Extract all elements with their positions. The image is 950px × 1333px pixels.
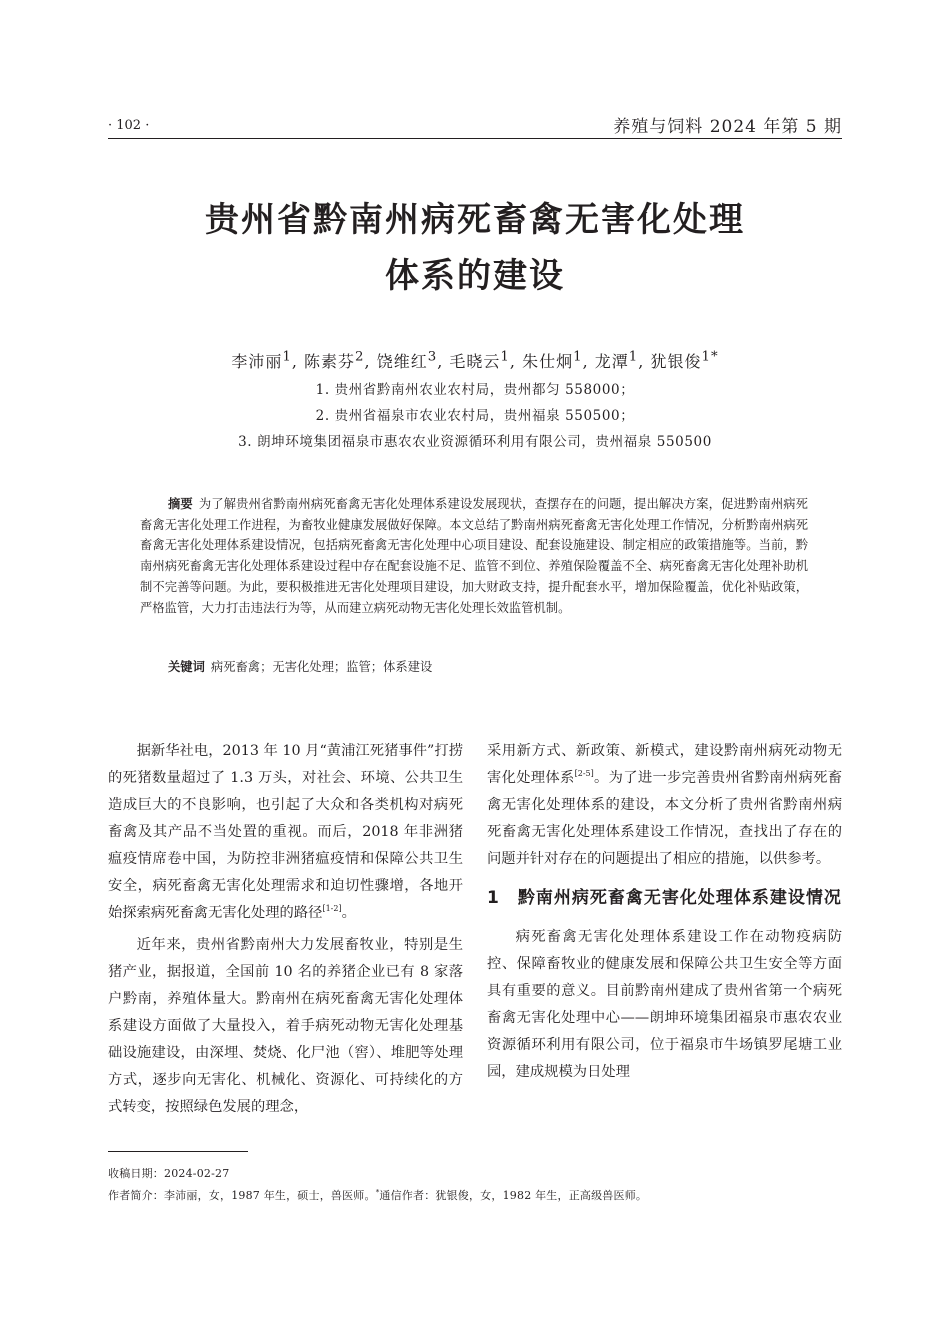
article-title-line-2: 体系的建设 bbox=[385, 256, 565, 296]
body-paragraph: 病死畜禽无害化处理体系建设工作在动物疫病防控、保障畜牧业的健康发展和保障公共卫生安全等方面具有重要的意义。目前黔南州建成了贵州省第一个病死畜禽无害化处理中心——朗坤环境集团福泉市惠农农业资源循环利用有限公司，位于福泉市牛场镇罗尾塘工业园，建成规模为日处理 bbox=[487, 929, 842, 1080]
author-separator: , bbox=[582, 352, 589, 371]
section-heading-1 bbox=[487, 883, 842, 914]
author-affil-mark: 1 bbox=[282, 349, 292, 365]
author-separator: , bbox=[291, 352, 298, 371]
author: 朱仕炯 bbox=[522, 352, 574, 371]
author-affil-mark: 1* bbox=[701, 349, 719, 365]
body-column-left bbox=[108, 738, 463, 1126]
journal-issue: 养殖与饲料 2024 年第 5 期 bbox=[613, 117, 842, 137]
corresponding-author-text: 通信作者：犹银俊，女，1982 年生，正高级兽医师。 bbox=[379, 1189, 648, 1202]
author-affil-mark: 3 bbox=[427, 349, 438, 365]
body-paragraph: 近年来，贵州省黔南州大力发展畜牧业，特别是生猪产业，据报道，全国前 10 名的养猪企业已有 8 家落户黔南，养殖体量大。黔南州在病死畜禽无害化处理体系建设方面做了大量投入，着手病死动物无害化处理基础设施建设，由深埋、焚烧、化尸池（窖）、堆肥等处理方式，逐步向无害化、机械化、资源化、可持续化的方式转变，按照绿色发展的理念， bbox=[108, 937, 463, 1115]
affiliation-3: 3. 朗坤环境集团福泉市惠农农业资源循环利用有限公司，贵州福泉 550500 bbox=[238, 434, 712, 450]
paragraph-text-end: 。 bbox=[341, 905, 356, 921]
footnote-divider bbox=[108, 1151, 248, 1152]
body-paragraph bbox=[487, 738, 842, 873]
citation: [2-5] bbox=[574, 769, 594, 779]
received-date: 收稿日期：2024-02-27 bbox=[108, 1167, 230, 1180]
running-header bbox=[108, 108, 842, 139]
author-affil-mark: 1 bbox=[500, 349, 510, 365]
section-number: 1 bbox=[487, 888, 500, 908]
author-affil-mark: 2 bbox=[355, 349, 365, 365]
author-intro-text: 作者简介：李沛丽，女，1987 年生，硕士，兽医师。 bbox=[108, 1189, 376, 1202]
keywords bbox=[140, 657, 808, 675]
page-number: · 102 · bbox=[108, 118, 150, 133]
article-title-line-1: 贵州省黔南州病死畜禽无害化处理 bbox=[205, 200, 745, 240]
abstract-text: 为了解贵州省黔南州病死畜禽无害化处理体系建设发展现状，查摆存在的问题，提出解决方案，促进黔南州病死畜禽无害化处理工作进程，为畜牧业健康发展做好保障。本文总结了黔南州病死畜禽无害化处理工作情况，分析黔南州病死畜禽无害化处理体系建设情况，包括病死畜禽无害化处理中心项目建设、配套设施建设、制定相应的政策措施等。当前，黔南州病死畜禽无害化处理体系建设过程中存在配套设施不足、监管不到位、养殖保险覆盖不全、病死畜禽无害化处理补助机制不完善等问题。为此，要积极推进无害化处理项目建设，加大财政支持，提升配套水平，增加保险覆盖，优化补贴政策，严格监管，大力打击违法行为等，从而建立病死动物无害化处理长效监管机制。 bbox=[140, 497, 808, 615]
author-intro bbox=[108, 1187, 647, 1203]
author-separator: , bbox=[509, 352, 516, 371]
affiliation-2: 2. 贵州省福泉市农业农村局，贵州福泉 550500； bbox=[315, 408, 635, 424]
abstract bbox=[140, 494, 808, 618]
author: 李沛丽 bbox=[231, 352, 283, 371]
section-title: 黔南州病死畜禽无害化处理体系建设情况 bbox=[517, 888, 842, 908]
author-affil-mark: 1 bbox=[628, 349, 639, 365]
corresponding-mark: * bbox=[375, 1188, 380, 1197]
author-affil-mark: 1 bbox=[573, 349, 583, 365]
author-separator: , bbox=[437, 352, 444, 371]
keywords-text: 病死畜禽；无害化处理；监管；体系建设 bbox=[210, 660, 433, 674]
author: 饶维红 bbox=[376, 352, 428, 371]
paragraph-text: 据新华社电，2013 年 10 月“黄浦江死猪事件”打捞的死猪数量超过了 1.3 万头，对社会、环境、公共卫生造成巨大的不良影响，也引起了大众和各类机构对病死畜禽及其产品不当处置的重视。而后，2018 年非洲猪瘟疫情席卷中国，为防控非洲猪瘟疫情和保障公共卫生安全，病死畜禽无害化处理需求和迫切性骤增，各地开始探索病死畜禽无害化处理的路径 bbox=[108, 743, 463, 921]
paragraph-text: 采用新方式、新政策、新模式，建设黔南州病死动物无害化处理体系 bbox=[487, 743, 842, 786]
affiliation-1: 1. 贵州省黔南州农业农村局，贵州都匀 558000； bbox=[315, 382, 635, 398]
author: 犹银俊 bbox=[650, 352, 702, 371]
abstract-label: 摘要 bbox=[168, 497, 193, 511]
body-column-right bbox=[487, 738, 842, 1091]
paragraph-text-end: 。为了进一步完善贵州省黔南州病死畜禽无害化处理体系的建设，本文分析了贵州省黔南州病死畜禽无害化处理体系建设工作情况，查找出了存在的问题并针对存在的问题提出了相应的措施，以供参考。 bbox=[487, 770, 843, 867]
author-separator: , bbox=[364, 352, 371, 371]
citation: [1-2] bbox=[322, 904, 342, 914]
author: 毛晓云 bbox=[449, 352, 501, 371]
keywords-label: 关键词 bbox=[168, 660, 205, 674]
author-list bbox=[108, 349, 842, 372]
author: 陈素芬 bbox=[304, 352, 356, 371]
author: 龙潭 bbox=[594, 352, 629, 371]
body-paragraph bbox=[108, 738, 463, 927]
author-separator: , bbox=[638, 352, 645, 371]
